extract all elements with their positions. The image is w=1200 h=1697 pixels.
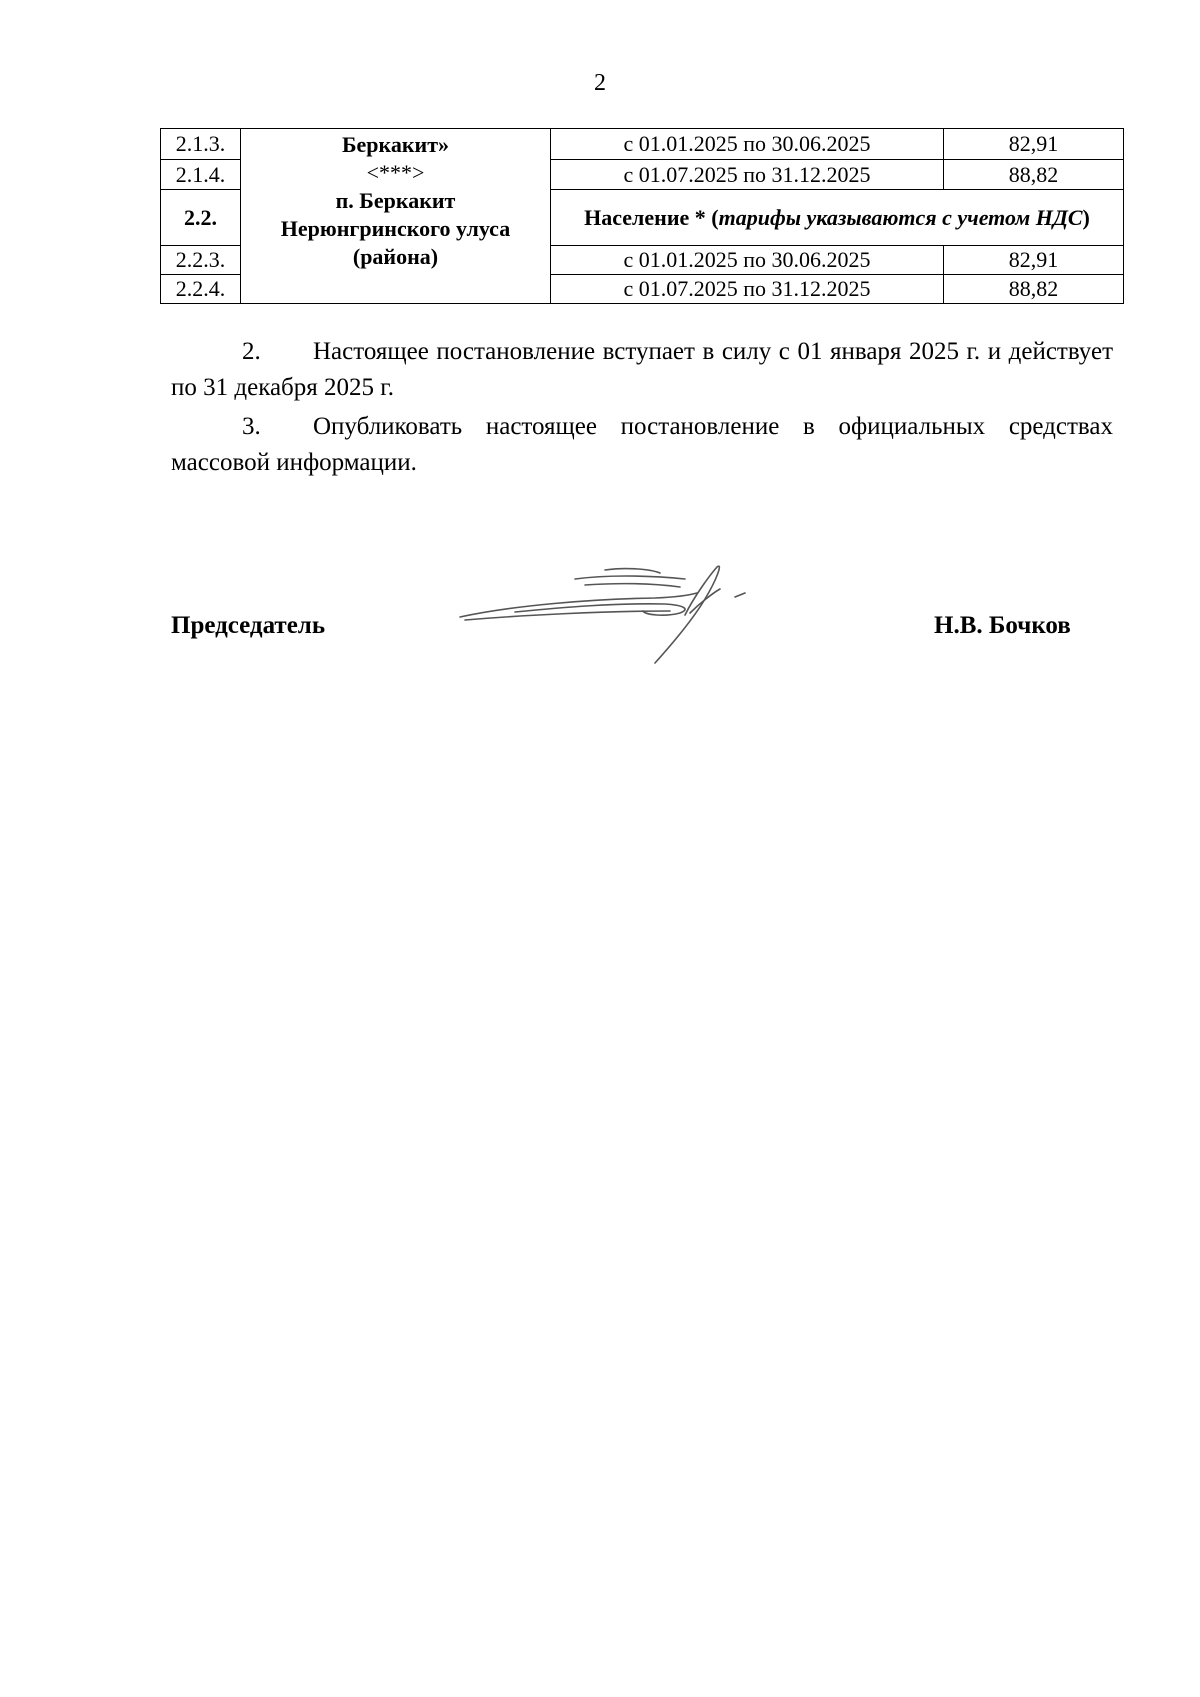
tariff-table — [160, 128, 1124, 304]
org-line: Нерюнгринского улуса — [280, 216, 511, 241]
value-cell: 82,91 — [944, 246, 1124, 275]
period-cell: с 01.01.2025 по 30.06.2025 — [551, 129, 944, 160]
category-header-bold: Население * ( — [584, 204, 719, 230]
signatory-title: Председатель — [171, 612, 326, 639]
page-number: 2 — [594, 70, 606, 96]
value-cell: 88,82 — [944, 160, 1124, 190]
paragraph-number: 3. — [242, 413, 261, 440]
value-cell: 82,91 — [944, 129, 1124, 160]
category-header-cell — [551, 190, 1124, 246]
paragraph-text: Настоящее постановление вступает в силу с 01 января 2025 г. и действует по 31 декабря 2025 г. — [171, 338, 1113, 401]
period-cell: с 01.01.2025 по 30.06.2025 — [551, 246, 944, 275]
paragraph-text: Опубликовать настоящее постановление в официальных средствах массовой информации. — [171, 413, 1113, 476]
row-number: 2.1.3. — [161, 129, 241, 160]
row-number: 2.2.3. — [161, 246, 241, 275]
paragraph-number: 2. — [242, 338, 261, 365]
paragraph-3 — [171, 409, 1113, 481]
handwritten-signature — [455, 565, 765, 665]
category-header-italic: тарифы указываются с учетом НДС — [718, 204, 1083, 230]
organization-cell — [241, 129, 551, 304]
org-line: Беркакит» — [341, 132, 450, 157]
row-number: 2.2.4. — [161, 275, 241, 304]
paragraph-2 — [171, 334, 1113, 406]
org-line: <***> — [366, 160, 425, 185]
org-line: (района) — [352, 244, 439, 269]
table-row — [161, 129, 1124, 160]
value-cell: 88,82 — [944, 275, 1124, 304]
category-header-close: ) — [1082, 204, 1090, 230]
row-number: 2.1.4. — [161, 160, 241, 190]
org-line: п. Беркакит — [335, 188, 456, 213]
signatory-name: Н.В. Бочков — [934, 612, 1071, 639]
period-cell: с 01.07.2025 по 31.12.2025 — [551, 160, 944, 190]
period-cell: с 01.07.2025 по 31.12.2025 — [551, 275, 944, 304]
row-number: 2.2. — [161, 190, 241, 246]
